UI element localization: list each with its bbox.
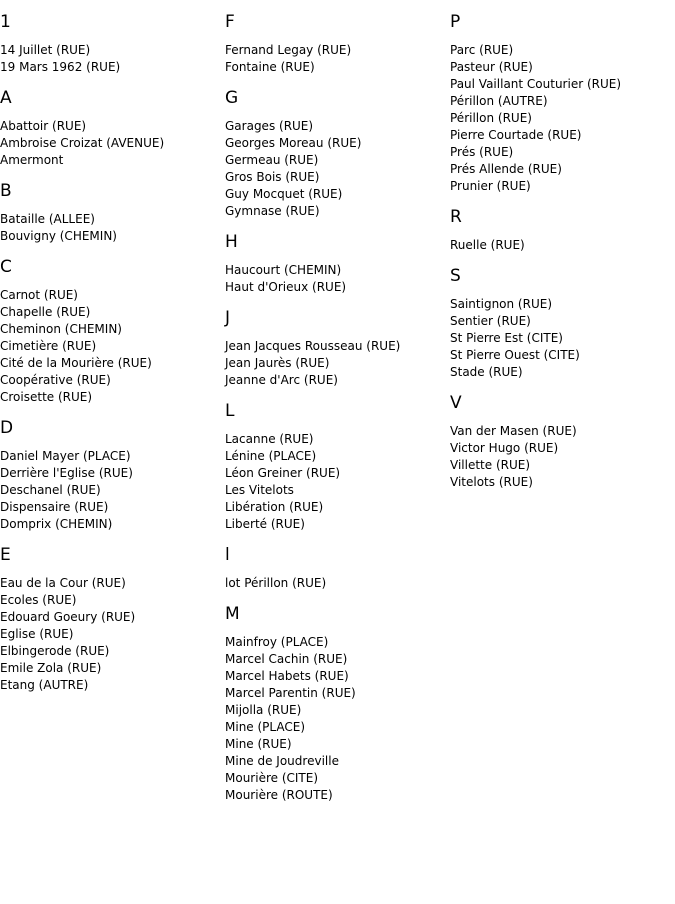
- street-link[interactable]: Prunier (RUE): [450, 179, 531, 193]
- street-link[interactable]: Pierre Courtade (RUE): [450, 128, 582, 142]
- street-link[interactable]: Gros Bois (RUE): [225, 170, 320, 184]
- letter-heading: P: [450, 12, 461, 32]
- street-list: [225, 634, 450, 804]
- street-link[interactable]: Vitelots (RUE): [450, 475, 533, 489]
- letter-heading: D: [0, 418, 14, 438]
- street-link[interactable]: Prés (RUE): [450, 145, 514, 159]
- street-link[interactable]: Jeanne d'Arc (RUE): [225, 373, 338, 387]
- street-link[interactable]: Cité de la Mourière (RUE): [0, 356, 152, 370]
- letter-heading: S: [450, 266, 461, 286]
- street-link[interactable]: Coopérative (RUE): [0, 373, 111, 387]
- street-link[interactable]: Georges Moreau (RUE): [225, 136, 362, 150]
- letter-section: [450, 207, 675, 254]
- street-link[interactable]: Emile Zola (RUE): [0, 661, 102, 675]
- street-link[interactable]: Jean Jaurès (RUE): [225, 356, 330, 370]
- street-link[interactable]: Fernand Legay (RUE): [225, 43, 352, 57]
- letter-heading: G: [225, 88, 239, 108]
- street-link[interactable]: Etang (AUTRE): [0, 678, 89, 692]
- index-column-3: [450, 0, 675, 491]
- street-link[interactable]: Jean Jacques Rousseau (RUE): [225, 339, 401, 353]
- street-list: [450, 237, 675, 254]
- letter-heading: B: [0, 181, 12, 201]
- street-list: [0, 575, 225, 694]
- street-list: [450, 296, 675, 381]
- street-link[interactable]: Cimetière (RUE): [0, 339, 97, 353]
- letter-heading: 1: [0, 12, 11, 32]
- street-link[interactable]: Paul Vaillant Couturier (RUE): [450, 77, 622, 91]
- letter-section: [0, 418, 225, 533]
- street-link[interactable]: St Pierre Ouest (CITE): [450, 348, 580, 362]
- street-link[interactable]: Mourière (ROUTE): [225, 788, 333, 802]
- street-link[interactable]: Eau de la Cour (RUE): [0, 576, 126, 590]
- letter-section: [0, 181, 225, 245]
- street-link[interactable]: 19 Mars 1962 (RUE): [0, 60, 121, 74]
- index-column-2: [225, 0, 450, 804]
- street-link[interactable]: Bouvigny (CHEMIN): [0, 229, 117, 243]
- index-column-1: [0, 0, 225, 694]
- letter-section: [0, 257, 225, 406]
- street-link[interactable]: Victor Hugo (RUE): [450, 441, 559, 455]
- letter-heading: R: [450, 207, 462, 227]
- street-list: [0, 42, 225, 76]
- letter-section: [225, 232, 450, 296]
- street-link[interactable]: Domprix (CHEMIN): [0, 517, 113, 531]
- street-list: [0, 448, 225, 533]
- street-link[interactable]: Carnot (RUE): [0, 288, 78, 302]
- street-link[interactable]: Haut d'Orieux (RUE): [225, 280, 347, 294]
- street-link[interactable]: Bataille (ALLEE): [0, 212, 95, 226]
- street-link[interactable]: Périllon (RUE): [450, 111, 532, 125]
- street-link[interactable]: Prés Allende (RUE): [450, 162, 562, 176]
- street-link[interactable]: Ruelle (RUE): [450, 238, 525, 252]
- street-link[interactable]: Marcel Cachin (RUE): [225, 652, 348, 666]
- letter-section: [225, 401, 450, 533]
- street-link[interactable]: Lénine (PLACE): [225, 449, 317, 463]
- street-link[interactable]: Sentier (RUE): [450, 314, 531, 328]
- street-link[interactable]: Derrière l'Eglise (RUE): [0, 466, 133, 480]
- letter-section: [0, 12, 225, 76]
- street-link[interactable]: Chapelle (RUE): [0, 305, 91, 319]
- street-link[interactable]: Eglise (RUE): [0, 627, 74, 641]
- street-link[interactable]: Pasteur (RUE): [450, 60, 533, 74]
- street-link[interactable]: Mainfroy (PLACE): [225, 635, 329, 649]
- street-link[interactable]: Villette (RUE): [450, 458, 531, 472]
- letter-section: [225, 88, 450, 220]
- street-link[interactable]: Elbingerode (RUE): [0, 644, 110, 658]
- street-link[interactable]: Parc (RUE): [450, 43, 514, 57]
- street-link[interactable]: Van der Masen (RUE): [450, 424, 577, 438]
- street-link[interactable]: lot Périllon (RUE): [225, 576, 327, 590]
- letter-heading: E: [0, 545, 11, 565]
- letter-section: [450, 266, 675, 381]
- street-link[interactable]: Ecoles (RUE): [0, 593, 77, 607]
- street-link[interactable]: Daniel Mayer (PLACE): [0, 449, 131, 463]
- street-link[interactable]: Mine (RUE): [225, 737, 292, 751]
- letter-heading: l: [225, 545, 230, 565]
- street-link[interactable]: Cheminon (CHEMIN): [0, 322, 122, 336]
- street-list: [225, 118, 450, 220]
- street-link[interactable]: Abattoir (RUE): [0, 119, 87, 133]
- street-link[interactable]: Liberté (RUE): [225, 517, 305, 531]
- street-list: [225, 338, 450, 389]
- street-link[interactable]: Mourière (CITE): [225, 771, 319, 785]
- street-list: [225, 262, 450, 296]
- street-link[interactable]: Garages (RUE): [225, 119, 314, 133]
- street-link[interactable]: Marcel Parentin (RUE): [225, 686, 356, 700]
- letter-section: [225, 308, 450, 389]
- street-link[interactable]: Mijolla (RUE): [225, 703, 302, 717]
- street-link[interactable]: Edouard Goeury (RUE): [0, 610, 136, 624]
- street-link[interactable]: Croisette (RUE): [0, 390, 93, 404]
- street-link[interactable]: Marcel Habets (RUE): [225, 669, 349, 683]
- letter-section: [225, 545, 450, 592]
- letter-heading: M: [225, 604, 240, 624]
- street-list: [450, 423, 675, 491]
- street-link[interactable]: Mine (PLACE): [225, 720, 306, 734]
- street-link[interactable]: Les Vitelots: [225, 483, 294, 497]
- street-link[interactable]: Guy Mocquet (RUE): [225, 187, 343, 201]
- letter-heading: H: [225, 232, 238, 252]
- letter-section: [225, 604, 450, 804]
- street-link[interactable]: Stade (RUE): [450, 365, 523, 379]
- letter-section: [450, 12, 675, 195]
- letter-heading: J: [225, 308, 231, 328]
- letter-section: [450, 393, 675, 491]
- street-link[interactable]: 14 Juillet (RUE): [0, 43, 91, 57]
- street-link[interactable]: Mine de Joudreville: [225, 754, 339, 768]
- street-list: [450, 42, 675, 195]
- street-list: [0, 211, 225, 245]
- street-link[interactable]: Léon Greiner (RUE): [225, 466, 341, 480]
- street-link[interactable]: Libération (RUE): [225, 500, 324, 514]
- street-link[interactable]: Fontaine (RUE): [225, 60, 315, 74]
- letter-section: [225, 12, 450, 76]
- street-link[interactable]: Saintignon (RUE): [450, 297, 552, 311]
- letter-heading: F: [225, 12, 235, 32]
- street-link[interactable]: Gymnase (RUE): [225, 204, 320, 218]
- street-list: [0, 118, 225, 169]
- letter-heading: C: [0, 257, 12, 277]
- street-link[interactable]: Lacanne (RUE): [225, 432, 314, 446]
- street-list: [225, 431, 450, 533]
- letter-heading: V: [450, 393, 462, 413]
- street-list: [225, 42, 450, 76]
- street-list: [225, 575, 450, 592]
- street-link[interactable]: Germeau (RUE): [225, 153, 319, 167]
- street-link[interactable]: Deschanel (RUE): [0, 483, 101, 497]
- street-link[interactable]: Périllon (AUTRE): [450, 94, 548, 108]
- letter-section: [0, 88, 225, 169]
- street-link[interactable]: Dispensaire (RUE): [0, 500, 109, 514]
- letter-heading: L: [225, 401, 235, 421]
- street-link[interactable]: Ambroise Croizat (AVENUE): [0, 136, 165, 150]
- letter-section: [0, 545, 225, 694]
- street-list: [0, 287, 225, 406]
- street-link[interactable]: Amermont: [0, 153, 64, 167]
- street-link[interactable]: Haucourt (CHEMIN): [225, 263, 342, 277]
- letter-heading: A: [0, 88, 12, 108]
- street-link[interactable]: St Pierre Est (CITE): [450, 331, 563, 345]
